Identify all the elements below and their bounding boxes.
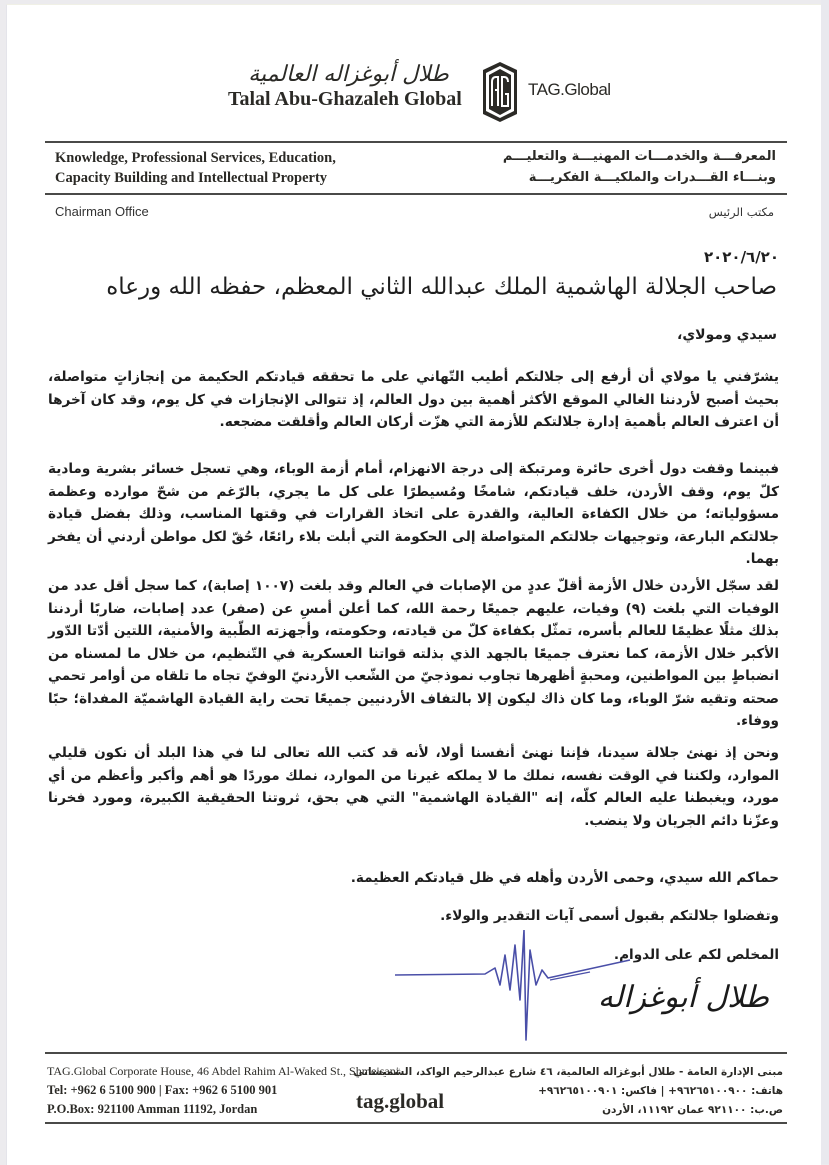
body-paragraph: ونحن إذ نهنئ جلالة سيدنا، فإننا نهنئ أنفسنا أولا، لأنه قد كتب الله تعالى لنا في هذا البلد أن نكون قليلي الموارد، ولكننا في الوقت نفسه، نملك ما لا يملكه غيرنا من الموارد، نملك موردًا هو أهم وأكبر وأعظم من أي مورد، ويغبطنا عليه العالم كلّه، إنه "القيادة الهاشمية" التي هي بحق، ثروتنا الحقيقية الكبيرة، ومورد فخرنا وعزّنا دائم الجريان ولا ينضب. (48, 745, 779, 829)
letter-addressee: صاحب الجلالة الهاشمية الملك عبدالله الثاني المعظم، حفظه الله ورعاه (106, 274, 777, 300)
letter-salutation: سيدي ومولاي، (677, 327, 777, 343)
footer-phone-en: Tel: +962 6 5100 900 | Fax: +962 6 5100 901 (47, 1083, 278, 1097)
footer-phone-ar: هاتف: ٩٦٢٦٥١٠٠٩٠٠+ | فاكس: ٩٦٢٦٥١٠٠٩٠١+ (538, 1085, 783, 1097)
tagline-english-line: Knowledge, Professional Services, Education, (55, 150, 336, 166)
body-paragraph: يشرّفني يا مولاي أن أرفع إلى جلالتكم أطيب التّهاني على ما تحققه قيادتكم الحكيمة من إنجازاتٍ متواصلة، بحيث أصبح لأردننا الغالي الموقع الأكثر أهمية بين دول العالم، إذ تتوالى الإنجازات في كل يوم، وقد كان آخرها أن اعترف العالم بأهمية إدارة جلالتكم للأزمة التي هزّت أركان العالم وأقلقت مضجعه. (48, 369, 779, 430)
footer-pobox-en: P.O.Box: 921100 Amman 11192, Jordan (47, 1102, 258, 1116)
website-link[interactable]: tag.global (356, 1089, 445, 1113)
tagline-arabic (503, 146, 776, 188)
closing-line: المخلص لكم على الدوام. (613, 947, 779, 963)
body-paragraph: لقد سجّل الأردن خلال الأزمة أقلّ عددٍ من الإصابات في العالم وقد بلغت (١٠٠٧ إصابة)، كما سجل أقل عدد من الوفيات التي بلغت (٩) وفيات، عليهم جميعًا رحمة الله، كما أعلن أمسِ عن (صفر) عدد إصابات، ضاربًا أردننا بذلك مثلًا عظيمًا للعالم بأسره، تمثّل بكفاءة كلّ من قيادته، وحكومته، وأجهزته الطّبية والأمنية، اللتين أدّتا الدّور الأكبر خلال الأزمة، كما نعترف جميعًا بالجهد الذي بذلته قواتنا العسكرية في التّنظيم، من خلال ما لمسناه من انضباطٍ بين المواطنين، ومحبةٍ أظهرها تجاوب نموذجيّ من الشّعب الأردنيّ الوفيّ تجاه ما تلقاه من أوامر تحمي صحته وتقيه شرّ الوباء، وما كان ذاك ليكون إلا بالتفاف الأردنيين جميعًا تحت راية القيادة الهاشميّة المفداة؛ حبًا ووفاء. (48, 578, 779, 729)
brand-name: TAG.Global (528, 80, 611, 99)
closing-line: حماكم الله سيدي، وحمى الأردن وأهله في ظل قيادتكم العظيمة. (350, 870, 779, 886)
tag-logo-icon (481, 60, 519, 124)
tagline-arabic-line: المعرفـــة والخدمـــات المهنيـــة والتعليـــم (502, 149, 776, 164)
logo-english-text: Talal Abu-Ghazaleh Global (228, 88, 462, 110)
letter-date: ٢٠٢٠/٦/٢٠ (703, 248, 779, 266)
body-paragraph: فبينما وقفت دول أخرى حائرة ومرتبكة إلى درجة الانهزام، أمام أزمة الوباء، وهي تسجل خسائر بشرية ومادية كلّ يوم، وقف الأردن، خلف قيادتكم، شامخًا ومُسيطرًا على كل ما يجري، بالرّغم من شحّ موارده وعظمة مسؤولياته؛ من خلال الكفاءة العالية، والقدرة على اتخاذ القرارات في وقتها المناسب، وذلك بفضل قيادة جلالتكم البارعة، وتوجيهات جلالتكم المتواصلة إلى الحكومة التي أبلت بلاء رائعًا، حُقّ لكل مواطن أردني أن يفخر بهما. (48, 461, 779, 567)
header-rule-bottom (45, 193, 787, 195)
logo-arabic-text: طلال أبوغزاله العالمية (248, 62, 449, 87)
footer-rule-bottom (45, 1122, 787, 1124)
footer-address-en: TAG.Global Corporate House, 46 Abdel Rahim Al-Waked St., Shmeisani (47, 1064, 400, 1078)
office-english: Chairman Office (55, 204, 149, 219)
signatory-name: طلال أبوغزاله (597, 980, 769, 1015)
footer-english (47, 1062, 399, 1119)
tagline-arabic-line: وبنـــاء القـــدرات والملكيـــة الفكريـــة (528, 170, 776, 185)
footer-address-ar: مبنى الإدارة العامة - طلال أبوغزاله العالمية، ٤٦ شارع عبدالرحيم الواكد، الشميساني (353, 1066, 783, 1078)
tagline-english-line: Capacity Building and Intellectual Property (55, 170, 328, 186)
footer-arabic (353, 1063, 783, 1120)
closing-line: وتفضلوا جلالتكم بقبول أسمى آيات التقدير والولاء. (440, 908, 779, 924)
footer-rule-top (45, 1052, 787, 1054)
footer-pobox-ar: ص.ب: ٩٢١١٠٠ عمان ١١١٩٢، الأردن (602, 1104, 783, 1116)
page-edge (821, 0, 829, 1164)
office-arabic: مكتب الرئيس (708, 205, 774, 219)
tagline-english (55, 148, 336, 188)
header-rule-top (45, 141, 787, 143)
letterhead-logo (0, 56, 829, 126)
